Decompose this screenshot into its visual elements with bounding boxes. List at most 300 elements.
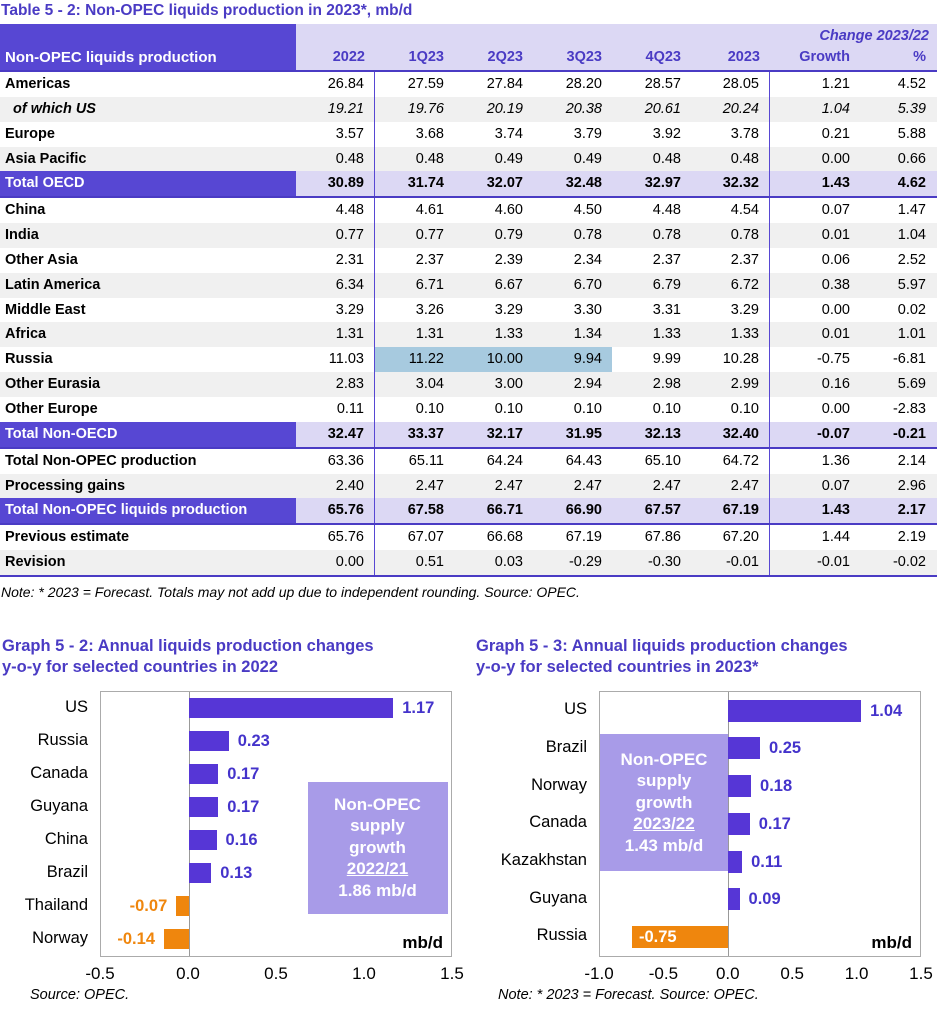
table-row <box>0 550 937 577</box>
change-header: Change 2023/22 <box>819 28 929 44</box>
row-label: India <box>5 227 39 244</box>
cell-value: 1.33 <box>691 322 770 347</box>
cell-value: 3.04 <box>415 376 444 393</box>
category-label: China <box>44 829 88 848</box>
chart-title-line: y-o-y for selected countries in 2023* <box>476 657 759 676</box>
bar-value-label: 0.25 <box>769 739 802 758</box>
table-row <box>0 171 937 198</box>
bar-value-label: 0.11 <box>751 852 783 871</box>
column-header: 2023 <box>727 49 760 65</box>
chart-note: Note: * 2023 = Forecast. Source: OPEC. <box>498 986 759 1003</box>
bar-value-label: 1.17 <box>402 699 435 718</box>
bar-guyana <box>189 797 219 817</box>
cell-value: 4.52 <box>897 76 926 92</box>
chart-title <box>476 636 937 678</box>
table-row <box>0 397 937 422</box>
cell-value: 0.48 <box>296 147 375 172</box>
cell-value: -0.30 <box>647 554 681 571</box>
annotation-line: growth <box>635 792 693 812</box>
bar-russia <box>189 731 229 751</box>
annotation-line: Non-OPEC <box>334 794 421 814</box>
bar-us <box>189 698 394 718</box>
cell-value: 5.69 <box>897 376 926 393</box>
cell-value: 2.47 <box>494 477 523 494</box>
annotation-line: Non-OPEC <box>620 749 708 769</box>
x-tick-label: 0.0 <box>176 963 200 983</box>
table-row <box>0 422 937 449</box>
cell-value: 0.78 <box>652 227 681 244</box>
cell-value: 65.11 <box>408 452 444 469</box>
category-label: Norway <box>531 775 587 794</box>
bar-guyana <box>728 888 740 910</box>
category-label: Russia <box>536 926 587 945</box>
cell-value: 4.48 <box>652 202 681 219</box>
cell-value: 20.38 <box>565 100 602 117</box>
bar-kazakhstan <box>728 851 742 873</box>
cell-value: 28.05 <box>691 72 770 97</box>
row-label: of which US <box>13 100 96 117</box>
cell-value: 3.30 <box>573 301 602 318</box>
category-label: Kazakhstan <box>500 851 587 870</box>
table-row <box>0 97 937 122</box>
cell-value: 2.98 <box>652 376 681 393</box>
cell-value: -0.01 <box>691 550 770 575</box>
cell-value: 32.13 <box>644 425 681 442</box>
chart-graph-5-3 <box>474 636 937 1003</box>
table-header-right <box>296 24 937 70</box>
cell-value: 3.29 <box>494 301 523 318</box>
x-tick-label: 1.5 <box>909 963 933 983</box>
category-label: US <box>65 697 88 716</box>
chart-title <box>2 636 452 678</box>
cell-value: 1.21 <box>821 76 850 92</box>
category-label: Brazil <box>545 737 587 756</box>
cell-value: 0.00 <box>821 400 850 417</box>
cell-value: 0.77 <box>415 227 444 244</box>
cell-value: 6.67 <box>494 276 523 293</box>
row-label: Total Non-OPEC liquids production <box>0 498 296 523</box>
cell-value: 67.19 <box>565 529 602 546</box>
cell-value: 3.29 <box>691 298 770 323</box>
row-label: Europe <box>5 125 55 142</box>
cell-value: 64.24 <box>486 452 523 469</box>
cell-value: 1.43 <box>821 502 850 519</box>
cell-value: 0.02 <box>897 301 926 318</box>
table-row <box>0 223 937 248</box>
category-label: Norway <box>32 928 88 947</box>
cell-value: -0.75 <box>816 351 850 368</box>
cell-value: 10.00 <box>454 347 533 372</box>
x-tick-label: 0.5 <box>780 963 805 983</box>
x-tick-label: -0.5 <box>85 963 115 983</box>
cell-value: 0.78 <box>691 223 770 248</box>
cell-value: 4.61 <box>415 202 444 219</box>
row-label: Russia <box>5 351 53 368</box>
bar-value-label: -0.14 <box>117 930 155 949</box>
cell-value: 3.26 <box>415 301 444 318</box>
cell-value: 0.49 <box>494 150 523 167</box>
chart-body <box>474 691 937 984</box>
cell-value: 32.47 <box>296 422 375 447</box>
cell-value: 4.62 <box>897 175 926 192</box>
cell-value: 0.48 <box>652 150 681 167</box>
chart-title-line: Graph 5 - 2: Annual liquids production changes <box>2 636 374 655</box>
annotation-period: 2022/21 <box>346 859 409 879</box>
cell-value: 32.07 <box>486 175 523 192</box>
cell-value: 0.00 <box>296 550 375 575</box>
cell-value: -0.07 <box>816 425 850 442</box>
cell-value: 5.88 <box>897 125 926 142</box>
annotation-line: supply <box>636 771 692 791</box>
cell-value: 67.07 <box>407 529 444 546</box>
cell-value: 32.40 <box>691 422 770 447</box>
cell-value: 2.94 <box>573 376 602 393</box>
table-row <box>0 347 937 372</box>
cell-value: -0.29 <box>568 554 602 571</box>
cell-value: 0.01 <box>821 227 850 244</box>
bar-thailand <box>176 896 188 916</box>
plot-wrap <box>584 691 937 984</box>
cell-value: 2.37 <box>691 248 770 273</box>
column-header: 3Q23 <box>566 49 602 65</box>
table-row <box>0 198 937 223</box>
column-header: 2022 <box>332 49 365 65</box>
charts-section <box>0 636 937 1003</box>
cell-value: 2.17 <box>897 502 926 519</box>
table-title: Table 5 - 2: Non-OPEC liquids production in 2023*, mb/d <box>1 2 413 19</box>
bar-value-label: -0.75 <box>639 928 677 947</box>
table-row <box>0 498 937 525</box>
table-row <box>0 449 937 474</box>
column-header: % <box>913 49 926 65</box>
cell-value: 2.34 <box>573 251 602 268</box>
cell-value: 1.34 <box>573 326 602 343</box>
cell-value: 67.20 <box>691 525 770 550</box>
cell-value: 31.95 <box>565 425 602 442</box>
cell-value: 1.04 <box>821 100 850 117</box>
cell-value: 19.21 <box>296 97 375 122</box>
category-axis <box>0 691 100 957</box>
bar-value-label: 0.13 <box>220 864 253 883</box>
cell-value: 2.39 <box>494 251 523 268</box>
table-row <box>0 525 937 550</box>
column-header: 1Q23 <box>408 49 444 65</box>
cell-value: 3.79 <box>573 125 602 142</box>
cell-value: -0.21 <box>892 425 926 442</box>
annotation-amount: 1.86 mb/d <box>338 880 417 900</box>
cell-value: 4.60 <box>494 202 523 219</box>
cell-value: 2.96 <box>897 477 926 494</box>
bar-brazil <box>189 863 212 883</box>
column-headers <box>296 46 937 70</box>
cell-value: 31.74 <box>407 175 444 192</box>
table-row <box>0 298 937 323</box>
cell-value: -6.81 <box>892 351 926 368</box>
chart-body <box>0 691 464 984</box>
cell-value: 0.49 <box>573 150 602 167</box>
cell-value: 3.78 <box>691 122 770 147</box>
cell-value: 0.38 <box>821 276 850 293</box>
cell-value: -0.01 <box>816 554 850 571</box>
chart-source: Source: OPEC. <box>30 986 130 1003</box>
table-row <box>0 474 937 499</box>
cell-value: 1.31 <box>415 326 444 343</box>
cell-value: 2.31 <box>296 248 375 273</box>
cell-value: 2.47 <box>652 477 681 494</box>
cell-value: 64.43 <box>565 452 602 469</box>
bar-value-label: 0.09 <box>748 890 781 909</box>
chart-plot <box>599 691 921 957</box>
cell-value: 0.51 <box>415 554 444 571</box>
cell-value: 1.47 <box>897 202 926 219</box>
cell-value: 2.83 <box>296 372 375 397</box>
cell-value: 0.66 <box>897 150 926 167</box>
plot-wrap <box>85 691 464 984</box>
cell-value: 3.57 <box>296 122 375 147</box>
cell-value: 0.07 <box>821 202 850 219</box>
table-row <box>0 248 937 273</box>
cell-value: 32.48 <box>565 175 602 192</box>
cell-value: 33.37 <box>407 425 444 442</box>
cell-value: 6.72 <box>691 273 770 298</box>
cell-value: 4.50 <box>573 202 602 219</box>
chart-graph-5-2 <box>0 636 464 1003</box>
annotation-period: 2023/22 <box>633 814 695 834</box>
row-label: Asia Pacific <box>5 150 87 167</box>
table-row <box>0 273 937 298</box>
cell-value: 3.92 <box>652 125 681 142</box>
row-label: Total Non-OPEC production <box>5 452 197 469</box>
category-label: Canada <box>30 763 88 782</box>
cell-value: 66.90 <box>565 502 602 519</box>
bar-value-label: -0.07 <box>129 897 168 916</box>
cell-value: 3.29 <box>296 298 375 323</box>
cell-value: 32.32 <box>691 171 770 196</box>
column-header: 2Q23 <box>487 49 523 65</box>
cell-value: 67.57 <box>644 502 681 519</box>
x-tick-label: -1.0 <box>584 963 614 983</box>
row-label: Latin America <box>5 276 101 293</box>
bar-value-label: 0.23 <box>237 732 270 751</box>
category-label: Brazil <box>46 862 88 881</box>
cell-value: 2.47 <box>415 477 444 494</box>
cell-value: 64.72 <box>691 449 770 474</box>
cell-value: 0.48 <box>415 150 444 167</box>
cell-value: 26.84 <box>296 72 375 97</box>
cell-value: 1.43 <box>821 175 850 192</box>
cell-value: 1.44 <box>821 529 850 546</box>
cell-value: 0.07 <box>821 477 850 494</box>
cell-value: 3.31 <box>652 301 681 318</box>
cell-value: 1.04 <box>897 227 926 244</box>
cell-value: 9.94 <box>533 347 612 372</box>
x-tick-label: 0.0 <box>715 963 740 983</box>
annotation-line: growth <box>349 837 406 857</box>
category-label: US <box>564 700 587 719</box>
cell-value: 19.76 <box>407 100 444 117</box>
category-label: Guyana <box>529 888 587 907</box>
cell-value: 2.52 <box>897 251 926 268</box>
cell-value: 28.20 <box>565 76 602 92</box>
x-tick-label: 1.5 <box>440 963 464 983</box>
x-tick-label: 0.5 <box>264 963 288 983</box>
cell-value: 2.37 <box>415 251 444 268</box>
table-row <box>0 147 937 172</box>
chart-title-line: Graph 5 - 3: Annual liquids production changes <box>476 636 848 655</box>
cell-value: 65.76 <box>296 525 375 550</box>
annotation-box <box>600 734 728 871</box>
table-row <box>0 72 937 97</box>
cell-value: 65.10 <box>644 452 681 469</box>
x-tick-label: -0.5 <box>648 963 679 983</box>
cell-value: 30.89 <box>296 171 375 196</box>
cell-value: 20.24 <box>691 97 770 122</box>
annotation-box <box>308 782 448 914</box>
bar-value-label: 0.17 <box>227 765 260 784</box>
cell-value: 2.47 <box>573 477 602 494</box>
table-header <box>0 24 937 72</box>
cell-value: 0.10 <box>691 397 770 422</box>
table-note: Note: * 2023 = Forecast. Totals may not add up due to independent rounding. Source: OPEC. <box>1 583 580 600</box>
bar-brazil <box>728 737 760 759</box>
table-row <box>0 122 937 147</box>
production-table <box>0 24 937 577</box>
cell-value: 67.19 <box>691 498 770 523</box>
cell-value: 67.86 <box>644 529 681 546</box>
cell-value: 10.28 <box>691 347 770 372</box>
cell-value: 6.71 <box>415 276 444 293</box>
row-label: Africa <box>5 326 47 343</box>
cell-value: 66.68 <box>486 529 523 546</box>
row-label: Total Non-OECD <box>0 422 296 447</box>
cell-value: 0.77 <box>296 223 375 248</box>
bar-value-label: 0.18 <box>760 777 793 796</box>
cell-value: 1.33 <box>494 326 523 343</box>
row-label: Total OECD <box>0 171 296 196</box>
category-label: Canada <box>529 813 587 832</box>
table-body <box>0 72 937 577</box>
bar-value-label: 1.04 <box>870 701 903 720</box>
cell-value: 20.19 <box>486 100 523 117</box>
category-label: Guyana <box>30 796 88 815</box>
category-label: Thailand <box>24 895 88 914</box>
row-label: Other Asia <box>5 251 78 268</box>
category-label: Russia <box>37 730 88 749</box>
cell-value: 0.10 <box>494 400 523 417</box>
cell-value: 3.74 <box>494 125 523 142</box>
x-tick-label: 1.0 <box>844 963 869 983</box>
row-label: Previous estimate <box>5 529 130 546</box>
column-header: 4Q23 <box>645 49 681 65</box>
cell-value: 0.79 <box>494 227 523 244</box>
bar-canada <box>728 813 750 835</box>
x-tick-label: 1.0 <box>352 963 376 983</box>
cell-value: 0.10 <box>573 400 602 417</box>
cell-value: 0.00 <box>821 150 850 167</box>
cell-value: 6.79 <box>652 276 681 293</box>
bar-canada <box>189 764 219 784</box>
cell-value: 5.39 <box>897 100 926 117</box>
chart-plot <box>100 691 452 957</box>
cell-value: 63.36 <box>296 449 375 474</box>
cell-value: 2.99 <box>691 372 770 397</box>
bar-norway <box>164 929 189 949</box>
table-header-label: Non-OPEC liquids production <box>0 24 296 70</box>
x-axis-ticks <box>85 957 464 984</box>
unit-label: mb/d <box>402 932 443 952</box>
cell-value: 28.57 <box>644 76 681 92</box>
cell-value: 5.97 <box>897 276 926 293</box>
bar-value-label: 0.17 <box>758 814 791 833</box>
cell-value: 0.10 <box>415 400 444 417</box>
row-label: Processing gains <box>5 477 126 494</box>
annotation-line: supply <box>350 816 405 836</box>
row-label: Revision <box>5 554 66 571</box>
cell-value: 0.48 <box>691 147 770 172</box>
cell-value: 0.16 <box>821 376 850 393</box>
cell-value: 1.33 <box>652 326 681 343</box>
row-label: China <box>5 202 46 219</box>
table-row <box>0 322 937 347</box>
cell-value: 2.14 <box>897 452 926 469</box>
cell-value: 1.01 <box>897 326 926 343</box>
cell-value: 67.58 <box>407 502 444 519</box>
cell-value: 0.10 <box>652 400 681 417</box>
cell-value: 0.06 <box>821 251 850 268</box>
cell-value: 11.03 <box>296 347 375 372</box>
cell-value: 27.84 <box>486 76 523 92</box>
cell-value: 0.03 <box>494 554 523 571</box>
cell-value: 2.19 <box>897 529 926 546</box>
cell-value: 27.59 <box>407 76 444 92</box>
cell-value: 11.22 <box>375 347 454 372</box>
cell-value: 32.97 <box>644 175 681 192</box>
cell-value: 0.78 <box>573 227 602 244</box>
cell-value: 0.11 <box>296 397 375 422</box>
cell-value: 9.99 <box>652 351 681 368</box>
cell-value: 6.34 <box>296 273 375 298</box>
cell-value: 66.71 <box>486 502 523 519</box>
cell-value: -0.02 <box>892 554 926 571</box>
cell-value: 6.70 <box>573 276 602 293</box>
cell-value: 1.36 <box>821 452 850 469</box>
column-header: Growth <box>799 49 850 65</box>
bar-us <box>728 700 861 722</box>
bar-value-label: 0.17 <box>227 798 260 817</box>
row-label: Other Eurasia <box>5 376 101 393</box>
chart-title-line: y-o-y for selected countries in 2022 <box>2 657 279 676</box>
cell-value: 20.61 <box>644 100 681 117</box>
cell-value: 3.00 <box>494 376 523 393</box>
row-label: Other Europe <box>5 400 98 417</box>
cell-value: 0.00 <box>821 301 850 318</box>
cell-value: 2.40 <box>296 474 375 499</box>
cell-value: 0.01 <box>821 326 850 343</box>
table-row <box>0 372 937 397</box>
cell-value: 0.21 <box>821 125 850 142</box>
cell-value: 4.54 <box>691 198 770 223</box>
category-axis <box>474 691 599 957</box>
cell-value: 65.76 <box>296 498 375 523</box>
cell-value: 1.31 <box>296 322 375 347</box>
cell-value: 2.47 <box>691 474 770 499</box>
annotation-amount: 1.43 mb/d <box>624 835 704 855</box>
x-axis-ticks <box>584 957 933 984</box>
cell-value: -2.83 <box>892 400 926 417</box>
cell-value: 32.17 <box>486 425 523 442</box>
bar-value-label: 0.16 <box>225 831 258 850</box>
row-label: Middle East <box>5 301 86 318</box>
